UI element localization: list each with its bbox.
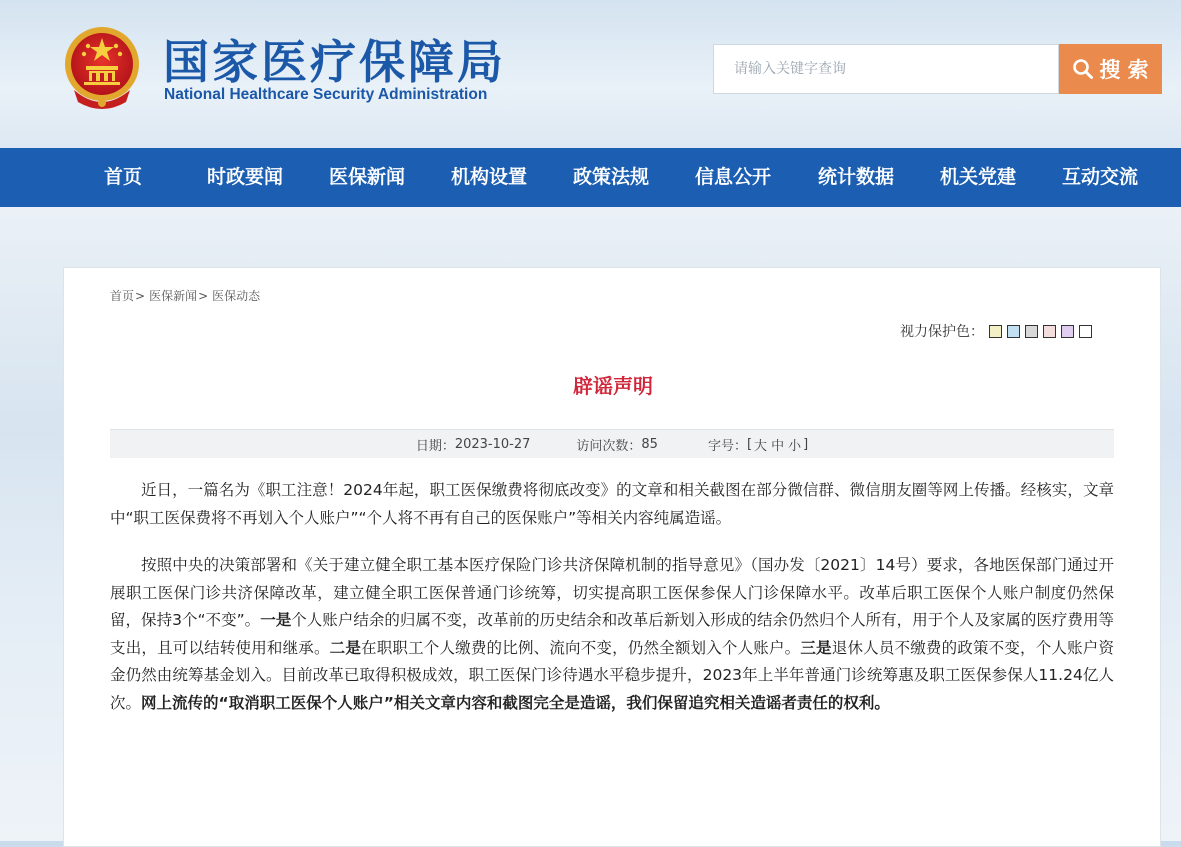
main-nav: [0, 148, 1181, 207]
font-size-large[interactable]: 大: [754, 438, 768, 454]
nav-item-policies[interactable]: 政策法规: [572, 166, 649, 188]
swatch-yellow[interactable]: [989, 325, 1002, 338]
search-input[interactable]: [713, 44, 1059, 94]
visits-label: 访问次数：: [576, 438, 642, 454]
nav-item-party-building[interactable]: 机关党建: [939, 166, 1016, 188]
article-panel: [63, 267, 1161, 847]
breadcrumb-healthcare-news[interactable]: 医保新闻: [149, 289, 198, 303]
nav-item-home[interactable]: 首页: [103, 166, 142, 188]
eye-protection-label: 视力保护色：: [900, 324, 984, 340]
search-icon: [1072, 58, 1094, 80]
date-label: 日期：: [415, 438, 455, 454]
swatch-gray[interactable]: [1025, 325, 1038, 338]
article-date: 2023-10-27: [454, 436, 531, 452]
article-title: 辟谣声明: [573, 374, 653, 398]
eye-protection-color: [900, 321, 1092, 341]
font-size-small[interactable]: 小: [788, 438, 802, 454]
nav-item-interaction[interactable]: 互动交流: [1061, 166, 1138, 188]
breadcrumb-home[interactable]: 首页: [110, 289, 135, 303]
paragraph-2: [110, 552, 1114, 717]
breadcrumb-separator: >: [135, 289, 146, 303]
nav-item-statistics[interactable]: 统计数据: [817, 166, 894, 188]
search-button[interactable]: [1059, 44, 1162, 94]
point-three-label: 三是: [800, 638, 832, 657]
font-size-bracket-open: [: [746, 436, 753, 452]
point-one-text: 个人账户结余的归属不变，改革前的历史结余和改革后新划入形成的结余仍然归个人所有，用于个人及家属的医疗费用等支出，且可以结转使用和继承。: [110, 611, 1114, 657]
font-size-bracket-close: ]: [803, 436, 809, 452]
point-one-label: 一是: [260, 611, 292, 629]
org-name-cn[interactable]: 国家医疗保障局: [163, 35, 506, 89]
swatch-pink[interactable]: [1043, 325, 1056, 338]
font-size-medium[interactable]: 中: [771, 438, 785, 454]
national-emblem-icon[interactable]: [62, 24, 142, 110]
point-three-text: 退休人员不缴费的政策不变，个人账户资金仍然由统筹基金划入。目前改革已取得积极成效，职工医保门诊待遇水平稳步提升，2023年上半年普通门诊统筹惠及职工医保参保人11.24亿人次。: [110, 638, 1114, 712]
visit-count: 85: [641, 436, 658, 452]
breadcrumb-healthcare-updates[interactable]: 医保动态: [212, 289, 261, 303]
nav-item-current-affairs[interactable]: 时政要闻: [206, 166, 283, 188]
search-button-label: 搜 索: [1099, 58, 1149, 82]
swatch-purple[interactable]: [1061, 325, 1074, 338]
font-size-label: 字号：: [707, 438, 747, 454]
breadcrumb-separator: >: [198, 289, 209, 303]
paragraph-1: 近日，一篇名为《职工注意！2024年起，职工医保缴费将彻底改变》的文章和相关截图在部分微信群、微信朋友圈等网上传播。经核实，文章中“职工医保费将不再划入个人账户”“个人将不再有自己的医保账户”等相关内容纯属造谣。: [110, 481, 1114, 527]
rumor-refutation-statement: 网上流传的“取消职工医保个人账户”相关文章内容和截图完全是造谣，我们保留追究相关造谣者责任的权利。: [141, 693, 890, 712]
swatch-blue[interactable]: [1007, 325, 1020, 338]
nav-item-organization[interactable]: 机构设置: [450, 166, 527, 188]
org-name-en[interactable]: National Healthcare Security Administration: [164, 86, 488, 103]
nav-item-healthcare-news[interactable]: 医保新闻: [328, 166, 405, 188]
site-header: [0, 0, 1181, 148]
nav-item-info-disclosure[interactable]: 信息公开: [694, 166, 771, 188]
swatch-white[interactable]: [1079, 325, 1092, 338]
article-body: [110, 477, 1114, 737]
article-meta: [110, 429, 1114, 458]
point-two-text: 在职职工个人缴费的比例、流向不变，仍然全额划入个人账户。: [361, 638, 801, 657]
paragraph-2-intro: 按照中央的决策部署和《关于建立健全职工基本医疗保险门诊共济保障机制的指导意见》（国办发〔2021〕14号）要求，各地医保部门通过开展职工医保门诊共济保障改革，建立健全职工医保普通门诊统筹，切实提高职工医保参保人门诊保障水平。改革后职工医保个人账户制度仍然保留，保持3个“不变”。: [110, 556, 1114, 629]
breadcrumb: [110, 287, 260, 304]
point-two-label: 二是: [329, 638, 362, 657]
